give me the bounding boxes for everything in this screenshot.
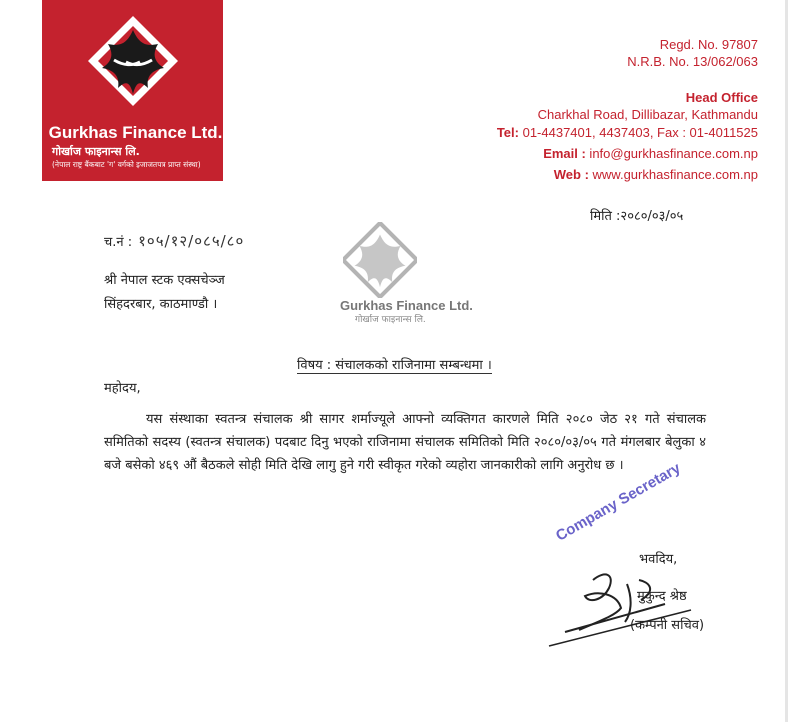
company-logo-panel: [42, 0, 223, 181]
nrb-number: N.R.B. No. 13/062/063: [627, 54, 758, 69]
scan-edge-divider: [785, 0, 788, 722]
signer-name: मुकुन्द श्रेष्ठ: [637, 589, 687, 604]
tel-label: Tel:: [496, 125, 519, 140]
letter-body: यस संस्थाका स्वतन्त्र संचालक श्री सागर शर्माज्यूले आफ्नो व्यक्तिगत कारणले मिति २०८० जेठ २१ गते संचालक समितिको सदस्य (स्वतन्त्र संचालक) पदबाट दिनु भएको राजिनामा संचालक समितिको मिति २०८०/०३/०५ गते मंगलबार बेलुका ४ बजे बसेको ४६९ औं बैठकले सोही मिति देखि लागु हुने गरी स्वीकृत गरेको व्यहोरा जानकारीको लागि अनुरोध छ ।: [104, 412, 706, 473]
email-value: info@gurkhasfinance.com.np: [585, 146, 758, 161]
watermark-company-name: Gurkhas Finance Ltd.: [340, 298, 473, 313]
closing: भवदिय,: [639, 552, 678, 567]
salutation: महोदय,: [104, 381, 141, 396]
recipient-line-2: सिंहदरबार, काठमाण्डौ ।: [104, 297, 218, 312]
web-value: www.gurkhasfinance.com.np: [588, 167, 758, 182]
company-name-nepali: गोर्खाज फाइनान्स लि.: [52, 145, 140, 158]
company-tagline: (नेपाल राष्ट्र बैंकबाट 'ग' वर्गको इजाजतपत्र प्राप्त संस्था): [52, 160, 201, 169]
reference-value: १०५/१२/०८५/८०: [138, 232, 245, 250]
letter-date: मिति :२०८०/०३/०५: [590, 209, 684, 224]
watermark-company-name-nepali: गोर्खाज फाइनान्स लि.: [355, 315, 426, 325]
kukri-lotus-logo-icon: [88, 16, 178, 116]
recipient-line-1: श्री नेपाल स्टक एक्सचेञ्ज: [104, 273, 225, 288]
web-line: [554, 167, 758, 182]
registration-number: Regd. No. 97807: [659, 37, 758, 52]
handwritten-signature: [545, 560, 695, 650]
email-line: [543, 146, 758, 161]
signer-title: (कम्पनी सचिव): [630, 618, 705, 633]
letter-subject: विषय : संचालकको राजिनामा सम्बन्धमा ।: [297, 355, 492, 374]
company-secretary-stamp: Company Secretary: [553, 459, 684, 545]
watermark-logo-icon: [343, 222, 417, 298]
head-office-title: Head Office: [685, 90, 758, 105]
web-label: Web :: [553, 167, 589, 182]
reference-number: [104, 231, 244, 251]
reference-label: च.नं :: [104, 235, 133, 250]
email-label: Email :: [543, 146, 586, 161]
telephone-line: [497, 125, 758, 140]
tel-value: 01-4437401, 4437403, Fax : 01-4011525: [518, 125, 758, 140]
office-address: Charkhal Road, Dillibazar, Kathmandu: [537, 107, 758, 122]
company-name: Gurkhas Finance Ltd.: [48, 123, 223, 142]
